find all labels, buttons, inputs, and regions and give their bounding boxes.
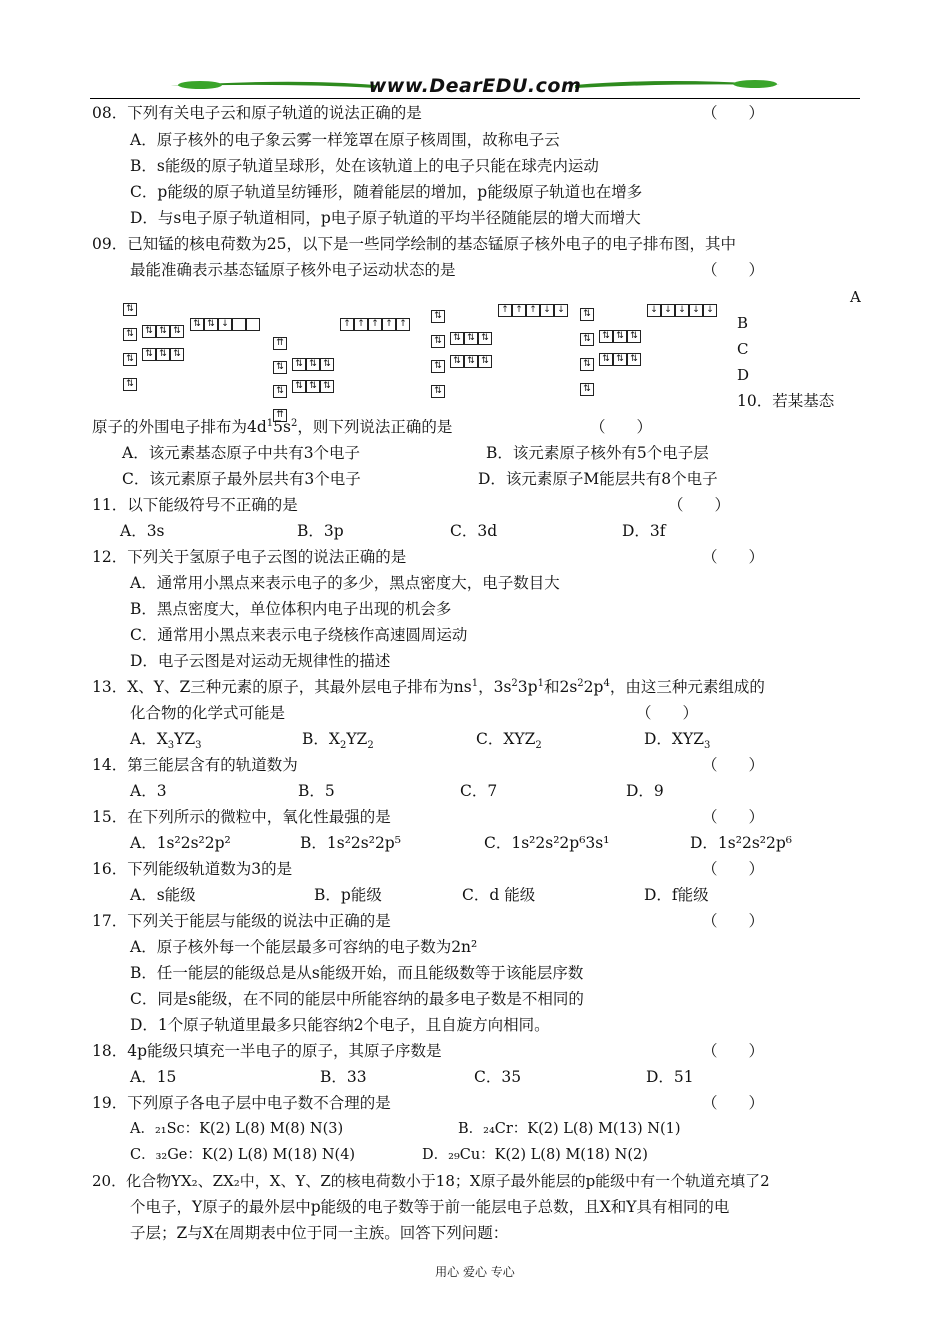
q10-option-d: D．该元素原子M能层共有8个电子: [478, 470, 718, 488]
orbital-box-c-3p: ⇅: [478, 355, 492, 368]
q20-line2: 个电子，Y原子的最外层中p能级的电子数等于前一能层电子总数，且X和Y具有相同的电: [130, 1198, 730, 1216]
q11-option-a: A．3s: [120, 522, 165, 540]
orbital-box-b-1s: ⇈: [273, 337, 287, 350]
orbital-box-d-3s: ⇅: [580, 358, 594, 371]
q19-stem: 19．下列原子各电子层中电子数不合理的是: [92, 1094, 391, 1112]
orbital-box-d-2p: ⇅: [599, 330, 613, 343]
orbital-box-a-2p: ⇅: [170, 325, 184, 338]
q08-option-a: A．原子核外的电子象云雾一样笼罩在原子核周围，故称电子云: [130, 131, 560, 149]
orbital-box-c-4s: ⇅: [431, 385, 445, 398]
orbital-box-d-3d: ↓: [689, 304, 703, 317]
q19-option-a: A．₂₁Sc：K(2) L(8) M(8) N(3): [130, 1121, 344, 1137]
orbital-box-b-2p: ⇅: [320, 358, 334, 371]
orbital-box-c-2p: ⇅: [478, 332, 492, 345]
orbital-box-a-3d: [246, 318, 260, 331]
orbital-box-c-2p: ⇅: [464, 332, 478, 345]
orbital-box-a-4s: ⇅: [123, 378, 137, 391]
q10-paren: （ ）: [590, 418, 653, 436]
q10-option-c: C．该元素原子最外层共有3个电子: [122, 470, 361, 488]
q17-option-d: D．1个原子轨道里最多只能容纳2个电子，且自旋方向相同。: [130, 1016, 550, 1034]
orbital-box-b-4s: ⇈: [273, 409, 287, 422]
q16-option-d: D．f能级: [644, 886, 709, 904]
orbital-box-d-3p: ⇅: [599, 353, 613, 366]
q10-option-b: B．该元素原子核外有5个电子层: [486, 444, 709, 462]
q12-option-b: B．黑点密度大，单位体积内电子出现的机会多: [130, 600, 452, 618]
q17-option-a: A．原子核外每一个能层最多可容纳的电子数为2n²: [130, 938, 478, 956]
orbital-box-c-3d: ↓: [540, 304, 554, 317]
q18-paren: （ ）: [702, 1042, 765, 1060]
q09-label-b: B: [737, 314, 749, 332]
q17-option-c: C．同是s能级，在不同的能层中所能容纳的最多电子数是不相同的: [130, 990, 584, 1008]
orbital-box-b-3p: ⇅: [306, 380, 320, 393]
orbital-box-c-2s: ⇅: [431, 335, 445, 348]
orbital-box-c-3s: ⇅: [431, 360, 445, 373]
q13-stem-line1: 13．X、Y、Z三种元素的原子，其最外层电子排布为$ns^1$，$3s^23p^1$和$2s^22p^4$，由这三种元素组成的: [92, 677, 765, 696]
orbital-box-c-3d: ↑: [512, 304, 526, 317]
q19-option-d: D．₂₉Cu：K(2) L(8) M(18) N(2): [422, 1147, 648, 1163]
q18-option-b: B．33: [320, 1068, 367, 1086]
q09-stem-line1: 09．已知锰的核电荷数为25，以下是一些同学绘制的基态锰原子核外电子的电子排布图，其中: [92, 235, 736, 253]
orbital-box-a-3p: ⇅: [142, 348, 156, 361]
orbital-box-b-3s: ⇅: [273, 385, 287, 398]
q13-paren: （ ）: [636, 704, 699, 722]
q16-stem: 16．下列能级轨道数为3的是: [92, 860, 293, 878]
q15-option-a: A．1s²2s²2p²: [130, 834, 231, 852]
orbital-box-a-3d: [232, 318, 246, 331]
q13-option-a: A．$X_3YZ_3$: [130, 730, 202, 752]
orbital-box-b-2p: ⇅: [292, 358, 306, 371]
q12-paren: （ ）: [702, 548, 765, 566]
q19-paren: （ ）: [702, 1094, 765, 1112]
orbital-box-c-3d: ↓: [554, 304, 568, 317]
q15-option-d: D．1s²2s²2p⁶: [690, 834, 792, 852]
orbital-box-c-2p: ⇅: [450, 332, 464, 345]
orbital-box-c-3p: ⇅: [464, 355, 478, 368]
orbital-box-d-2p: ⇅: [627, 330, 641, 343]
q12-option-c: C．通常用小黑点来表示电子绕核作高速圆周运动: [130, 626, 468, 644]
orbital-box-a-3p: ⇅: [170, 348, 184, 361]
orbital-box-d-2p: ⇅: [613, 330, 627, 343]
q15-paren: （ ）: [702, 808, 765, 826]
orbital-box-b-3p: ⇅: [292, 380, 306, 393]
header-rule: [90, 98, 860, 99]
q17-option-b: B．任一能层的能级总是从s能级开始，而且能级数等于该能层序数: [130, 964, 584, 982]
q14-stem: 14．第三能层含有的轨道数为: [92, 756, 298, 774]
orbital-box-b-3d: ↑: [340, 318, 354, 331]
q09-label-d: D: [737, 366, 750, 384]
q08-option-c: C．p能级的原子轨道呈纺锤形，随着能层的增加，p能级原子轨道也在增多: [130, 183, 643, 201]
q13-option-b: B．$X_2YZ_2$: [302, 730, 374, 752]
orbital-box-a-3d: ⇅: [190, 318, 204, 331]
orbital-box-c-3d: ↑: [526, 304, 540, 317]
orbital-box-a-2p: ⇅: [142, 325, 156, 338]
q16-paren: （ ）: [702, 860, 765, 878]
orbital-box-a-3d: ↓: [218, 318, 232, 331]
orbital-box-a-3s: ⇅: [123, 353, 137, 366]
orbital-box-c-3p: ⇅: [450, 355, 464, 368]
q09-paren: （ ）: [702, 261, 765, 279]
orbital-box-b-3d: ↑: [382, 318, 396, 331]
q19-option-b: B．₂₄Cr：K(2) L(8) M(13) N(1): [458, 1121, 681, 1137]
q16-option-b: B．p能级: [314, 886, 382, 904]
q16-option-a: A．s能级: [130, 886, 196, 904]
orbital-box-a-3d: ⇅: [204, 318, 218, 331]
q11-option-b: B．3p: [297, 522, 344, 540]
q15-option-c: C．1s²2s²2p⁶3s¹: [484, 834, 610, 852]
orbital-box-b-2s: ⇅: [273, 361, 287, 374]
q09-stem-line2: 最能准确表示基态锰原子核外电子运动状态的是: [130, 261, 456, 279]
q14-option-b: B．5: [298, 782, 335, 800]
q13-option-c: C．$XYZ_2$: [476, 730, 542, 752]
orbital-box-a-2s: ⇅: [123, 328, 137, 341]
q15-option-b: B．1s²2s²2p⁵: [300, 834, 401, 852]
q12-option-d: D．电子云图是对运动无规律性的描述: [130, 652, 391, 670]
site-url: www.DearEDU.com: [368, 75, 582, 97]
orbital-box-d-3d: ↓: [703, 304, 717, 317]
q20-line1: 20．化合物YX₂、ZX₂中，X、Y、Z的核电荷数小于18；X原子最外能层的p能级中有一个轨道充填了2: [92, 1172, 770, 1190]
orbital-box-d-2s: ⇅: [580, 333, 594, 346]
orbital-box-c-1s: ⇅: [431, 310, 445, 323]
orbital-box-b-2p: ⇅: [306, 358, 320, 371]
q08-stem: 08．下列有关电子云和原子轨道的说法正确的是: [92, 104, 422, 122]
orbital-box-b-3p: ⇅: [320, 380, 334, 393]
q08-option-b: B．s能级的原子轨道呈球形，处在该轨道上的电子只能在球壳内运动: [130, 157, 599, 175]
orbital-box-d-3d: ↓: [647, 304, 661, 317]
q14-option-d: D．9: [626, 782, 664, 800]
orbital-box-d-3p: ⇅: [613, 353, 627, 366]
q09-label-a: A: [850, 288, 861, 306]
q14-option-a: A．3: [130, 782, 167, 800]
site-header-banner: [170, 74, 780, 98]
orbital-box-a-3p: ⇅: [156, 348, 170, 361]
q16-option-c: C．d 能级: [462, 886, 536, 904]
q11-option-d: D．3f: [622, 522, 666, 540]
orbital-box-d-3d: ↓: [661, 304, 675, 317]
q17-stem: 17．下列关于能层与能级的说法中正确的是: [92, 912, 391, 930]
q11-paren: （ ）: [668, 496, 731, 514]
q11-option-c: C．3d: [450, 522, 498, 540]
q14-paren: （ ）: [702, 756, 765, 774]
q20-line3: 子层；Z与X在周期表中位于同一主族。回答下列问题：: [130, 1224, 509, 1242]
orbital-box-a-2p: ⇅: [156, 325, 170, 338]
q10-option-a: A．该元素基态原子中共有3个电子: [122, 444, 361, 462]
orbital-box-d-3p: ⇅: [627, 353, 641, 366]
footer-motto: 用心 爱心 专心: [435, 1265, 515, 1279]
q13-option-d: D．$XYZ_3$: [644, 730, 711, 752]
q10-number: 10．若某基态: [737, 392, 835, 410]
orbital-box-c-3d: ↑: [498, 304, 512, 317]
q15-stem: 15．在下列所示的微粒中，氧化性最强的是: [92, 808, 391, 826]
q12-stem: 12．下列关于氢原子电子云图的说法正确的是: [92, 548, 407, 566]
q13-stem-line2: 化合物的化学式可能是: [130, 704, 286, 722]
q09-label-c: C: [737, 340, 749, 358]
orbital-box-d-4s: ⇅: [580, 383, 594, 396]
orbital-box-d-1s: ⇅: [580, 308, 594, 321]
q18-option-a: A．15: [130, 1068, 177, 1086]
q18-option-d: D．51: [646, 1068, 694, 1086]
q11-stem: 11．以下能级符号不正确的是: [92, 496, 298, 514]
q14-option-c: C．7: [460, 782, 498, 800]
q18-option-c: C．35: [474, 1068, 522, 1086]
orbital-box-b-3d: ↑: [354, 318, 368, 331]
q08-option-d: D．与s电子原子轨道相同，p电子原子轨道的平均半径随能层的增大而增大: [130, 209, 641, 227]
orbital-box-b-3d: ↑: [396, 318, 410, 331]
q08-paren: （ ）: [702, 104, 765, 122]
q18-stem: 18．4p能级只填充一半电子的原子，其原子序数是: [92, 1042, 442, 1060]
q12-option-a: A．通常用小黑点来表示电子的多少，黑点密度大，电子数目大: [130, 574, 560, 592]
orbital-box-b-3d: ↑: [368, 318, 382, 331]
q17-paren: （ ）: [702, 912, 765, 930]
q10-stem: 原子的外围电子排布为$4d^15s^2$，则下列说法正确的是: [92, 417, 453, 436]
q19-option-c: C．₃₂Ge：K(2) L(8) M(18) N(4): [130, 1147, 356, 1163]
orbital-box-a-1s: ⇅: [123, 303, 137, 316]
orbital-box-d-3d: ↓: [675, 304, 689, 317]
